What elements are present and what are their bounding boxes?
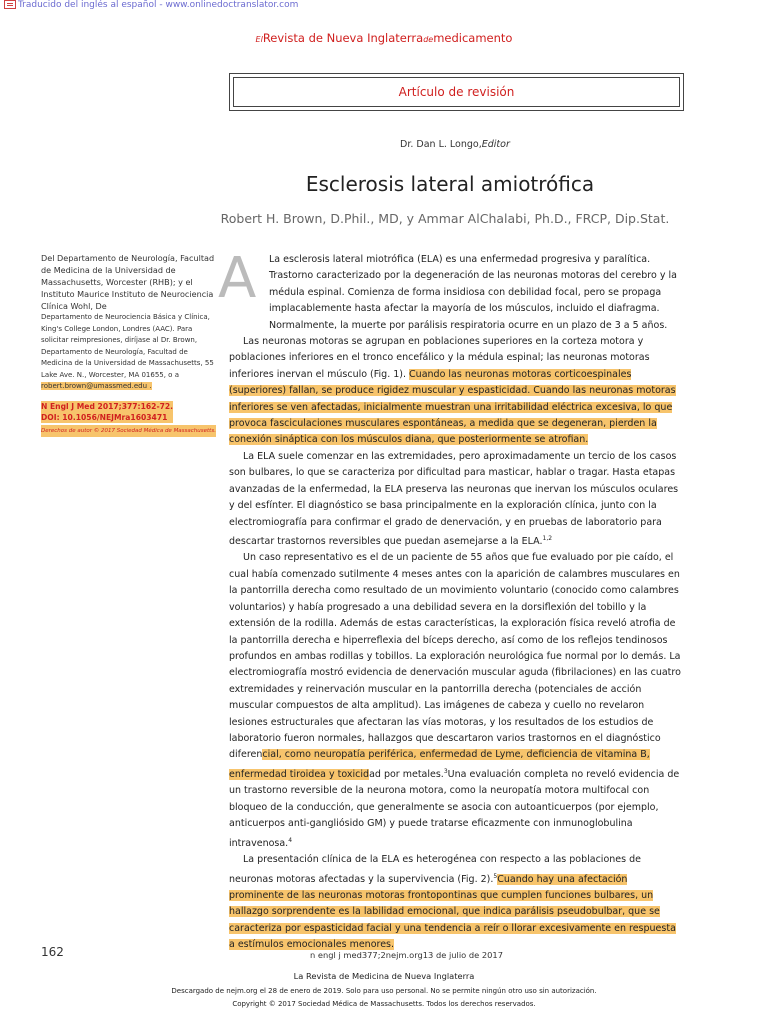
author-email-link[interactable]: robert.brown@umassmed.edu . [41, 382, 152, 390]
footer-download-note: Descargado de nejm.org el 28 de enero de 2019. Solo para uso personal. No se permite ningún otro uso sin autorización. [171, 987, 597, 995]
highlight: cial, como neuropatía periférica, enfermedad de Lyme, deficiencia de vitamina B, enfermedad tiroidea y toxicid [229, 749, 650, 780]
footer-copyright: Copyright © 2017 Sociedad Médica de Massachusetts. Todos los derechos reservados. [232, 1000, 536, 1008]
translate-icon [4, 0, 16, 9]
sidebar-copyright: Derechos de autor © 2017 Sociedad Médica de Massachusetts. [41, 425, 216, 437]
paragraph-2: Las neuronas motoras se agrupan en poblaciones superiores en la corteza motora y poblaciones inferiores en el tronco encefálico y la médula espinal; las neuronas motoras inferiores inervan el músculo (Fig. 1). Cuando las neuronas motoras corticoespinales (superiores) fallan, se produce rigidez muscular y espasticidad. Cuando las neuronas motoras inferiores se ven afectadas, inicialmente muestran una irritabilidad eléctrica excesiva, lo que provoca fasciculaciones musculares espontáneas, a medida que se degeneran, pierden la conexión sináptica con los músculos diana, que posteriormente se atrofian. [229, 336, 676, 446]
reference-link[interactable]: 3 [443, 767, 448, 775]
doi-link[interactable]: DOI: 10.1056/NEJMra1603471 [41, 412, 168, 422]
paragraph-3: La ELA suele comenzar en las extremidades, pero aproximadamente un tercio de los casos son bulbares, lo que se caracteriza por dificultad para masticar, hablar o tragar. Hasta etapas avanzadas de la enfermedad, la ELA preserva las neuronas que inervan los músculos oculares y del esfínter. El diagnóstico se basa principalmente en la exploración clínica, junto con la electromiografía para confirmar el grado de denervación, y en pruebas de laboratorio para descartar trastornos reversibles que puedan asemejarse a la ELA.$^{1,2}$ [229, 450, 679, 548]
article-title: Esclerosis lateral amiotrófica [305, 172, 595, 196]
paragraph-4: Un caso representativo es el de un paciente de 55 años que fue evaluado por pie caído, el cual había comenzado sutilmente 4 meses antes con la aparición de calambres musculares en la pantorrilla derecha como resultado de un movimiento voluntario (conocido como calambres voluntarios) y había progresado a una debilidad severa en la dorsiflexión del tobillo y la extensión de la rodilla. Además de estas características, la exploración física reveló atrofia de la pantorrilla derecha e hiperreflexia del bíceps derecho, así como de los reflejos tendinosos profundos en ambas rodillas y tobillos. La exploración neurológica fue normal por lo demás. La electromiografía mostró evidencia de denervación muscular aguda (fibrilaciones) en las cuatro extremidades y reinervación muscular en la pantorrilla derecha (potenciales de acción muscular compuestos de alta amplitud). Las imágenes de cabeza y cuello no revelaron lesiones estructurales que afectaran las vías motoras, y los resultados de los estudios de laboratorio fueron normales, hallazgos que descartaron varios trastornos en el diagnóstico diferencial, como neuropatía periférica, enfermedad de Lyme, deficiencia de vitamina B, enfermedad tiroidea y toxicidad por metales.$^3$Una evaluación completa no reveló evidencia de un trastorno reversible de la neurona motora, como la neuropatía motora multifocal con bloqueo de la conducción, que generalmente se asocia con autoanticuerpos (por ejemplo, anticuerpos anti-gangliósido GM) y puede tratarse eficazmente con inmunoglobulina intravenosa.$^4$ [229, 552, 681, 849]
page-number: 162 [41, 945, 64, 959]
article-type: Artículo de revisión [398, 85, 515, 99]
editor-line: Dr. Dan L. Longo,Editor [400, 139, 510, 150]
reference-link[interactable]: 5 [493, 872, 498, 880]
journal-header: ElRevista de Nueva Inglaterrademedicamento [255, 31, 513, 45]
footer-journal: La Revista de Medicina de Nueva Inglaterra [293, 971, 475, 981]
article-body [229, 252, 684, 954]
drop-cap: A [218, 246, 257, 311]
article-type-box [229, 73, 684, 111]
paragraph-1: La esclerosis lateral miotrófica (ELA) es una enfermedad progresiva y paralítica. Trastorno caracterizado por la degeneración de las neuronas motoras del cerebro y la médula espinal. Comienza de forma insidiosa con debilidad focal, pero se propaga implacablemente hasta afectar la mayoría de los músculos, incluido el diafragma. Normalmente, la muerte por parálisis respiratoria ocurre en un plazo de 3 a 5 años. [269, 254, 677, 331]
reference-link[interactable]: 4 [288, 836, 293, 844]
translator-banner[interactable] [4, 0, 298, 10]
citation-block: N Engl J Med 2017;377:162-72. DOI: 10.1056/NEJMra1603471 [41, 401, 174, 422]
footer-citation: n engl j med377;2nejm.org13 de julio de 2017 [310, 950, 503, 960]
highlight: Cuando las neuronas motoras corticoespinales (superiores) fallan, se produce rigidez muscular y espasticidad. Cuando las neuronas motoras inferiores se ven afectadas, inicialmente muestran una irritabilidad eléctrica excesiva, lo que provoca fasciculaciones musculares espontáneas, a medida que se degeneran, pierden la conexión sináptica con los músculos diana, que posteriormente se atrofian. [229, 368, 676, 446]
reference-link[interactable]: 1,2 [542, 534, 553, 542]
highlight: Cuando hay una afectación prominente de las neuronas motoras frontopontinas que cumplen funciones bulbares, un hallazgo sorprendente es la labilidad emocional, que indica parálisis pseudobulbar, que se caracteriza por espasticidad facial y una tendencia a reír o llorar excesivamente en respuesta a estímulos emocionales menores. [229, 873, 676, 951]
affiliation-detail: Departamento de Neurociencia Básica y Clínica, King's College London, Londres (AAC). Para solicitar reimpresiones, diríjase al Dr. Brown, Departamento de Neurología, Facultad de Medicina de la Universidad de Massachusetts, 55 Lake Ave. N., Worcester, MA 01655, o a robert.brown@umassmed.edu . [41, 313, 214, 390]
translator-link[interactable]: Traducido del inglés al español - www.onlinedoctranslator.com [18, 0, 299, 10]
paragraph-5: La presentación clínica de la ELA es heterogénea con respecto a las poblaciones de neuronas motoras afectadas y la supervivencia (Fig. 2).$^5$Cuando hay una afectación prominente de las neuronas motoras frontopontinas que cumplen funciones bulbares, un hallazgo sorprendente es la labilidad emocional, que indica parálisis pseudobulbar, que se caracteriza por espasticidad facial y una tendencia a reír o llorar excesivamente en respuesta a estímulos emocionales menores. [229, 854, 676, 951]
sidebar-affiliations [41, 252, 217, 437]
article-authors: Robert H. Brown, D.Phil., MD, y Ammar AlChalabi, Ph.D., FRCP, Dip.Stat. [220, 211, 670, 226]
affiliation-main: Del Departamento de Neurología, Facultad de Medicina de la Universidad de Massachusetts, Worcester (RHB); y el Instituto Maurice Instituto de Neurociencia Clínica Wohl, De [41, 253, 215, 311]
